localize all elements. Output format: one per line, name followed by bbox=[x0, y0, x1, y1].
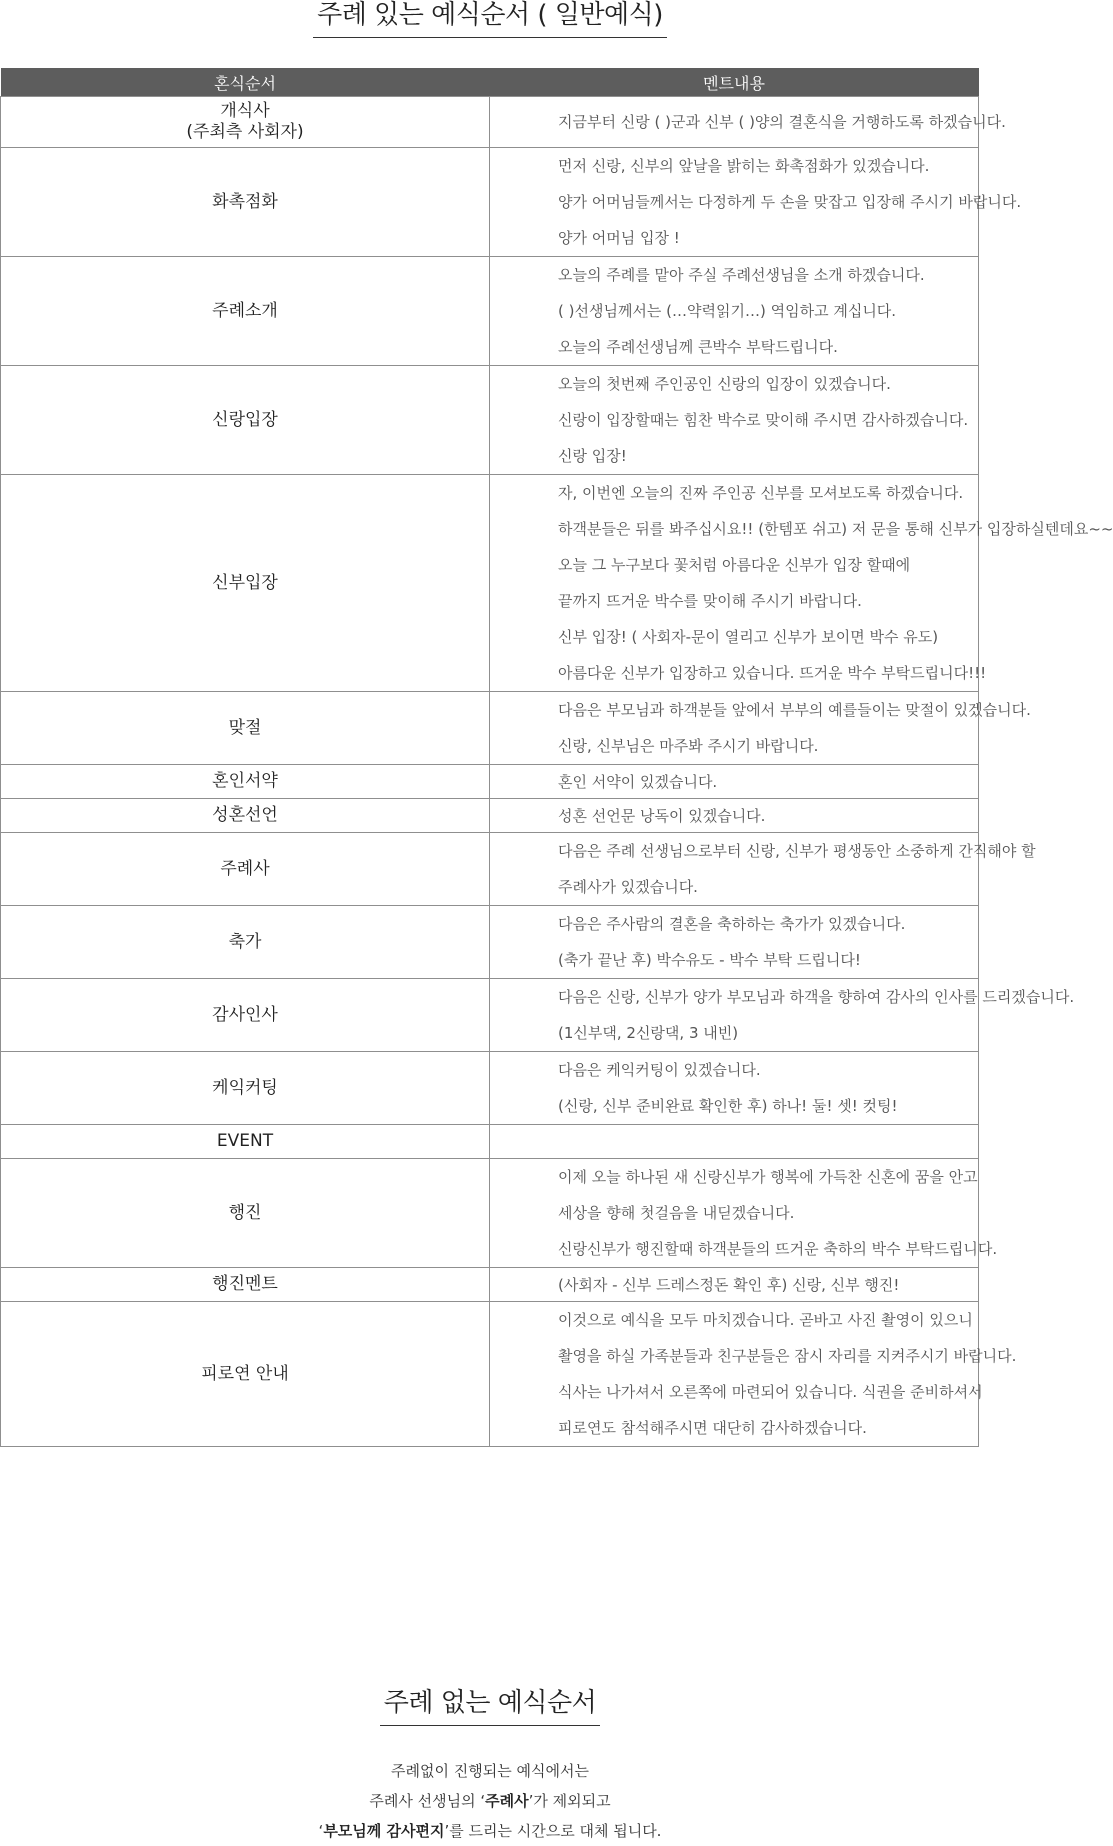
section-title: 주례 없는 예식순서 bbox=[380, 1682, 600, 1726]
header-ment-content: 멘트내용 bbox=[490, 68, 979, 97]
ceremony-step bbox=[1, 1268, 490, 1302]
ment-line: 오늘의 첫번째 주인공인 신랑의 입장이 있겠습니다. bbox=[558, 375, 891, 393]
table-row bbox=[1, 366, 979, 475]
ment-content bbox=[490, 799, 979, 833]
table-row bbox=[1, 1159, 979, 1268]
ceremony-step bbox=[1, 979, 490, 1052]
table-row bbox=[1, 906, 979, 979]
ment-line: 이제 오늘 하나된 새 신랑신부가 행복에 가득찬 신혼에 꿈을 안고 bbox=[558, 1168, 978, 1186]
ceremony-step-label: EVENT bbox=[216, 1131, 274, 1151]
note-text: ’를 드리는 시간으로 대체 됩니다. bbox=[444, 1822, 662, 1840]
ceremony-step-label: 성혼선언 bbox=[212, 805, 278, 825]
ment-line: 하객분들은 뒤를 봐주십시요!! (한템포 쉬고) 저 문을 통해 신부가 입장하실텐데요~~ bbox=[558, 520, 1113, 538]
ment-line: 이것으로 예식을 모두 마치겠습니다. 곧바고 사진 촬영이 있으니 bbox=[558, 1311, 973, 1329]
ceremony-step-label: 케익커팅 bbox=[212, 1077, 278, 1098]
ment-line: (신랑, 신부 준비완료 확인한 후) 하나! 둘! 셋! 컷팅! bbox=[558, 1097, 898, 1115]
ment-line: 피로연도 참석해주시면 대단히 감사하겠습니다. bbox=[558, 1419, 867, 1437]
ment-content bbox=[490, 366, 979, 475]
ment-content bbox=[490, 833, 1036, 906]
ceremony-step bbox=[1, 692, 490, 765]
ment-line: 주례사가 있겠습니다. bbox=[558, 878, 698, 896]
ment-content bbox=[490, 692, 1031, 765]
ceremony-step bbox=[1, 1159, 490, 1268]
ment-content bbox=[490, 1159, 998, 1268]
ment-content bbox=[490, 979, 1075, 1052]
ment-line: ( )선생님께서는 (…약력읽기…) 역임하고 계십니다. bbox=[558, 302, 897, 320]
table-header-row bbox=[1, 68, 979, 97]
note-line-3 bbox=[0, 1816, 980, 1846]
ment-content bbox=[490, 1125, 979, 1159]
ment-line: 지금부터 신랑 ( )군과 신부 ( )양의 결혼식을 거행하도록 하겠습니다. bbox=[558, 113, 1006, 131]
ment-line: 신랑 입장! bbox=[558, 447, 627, 465]
ceremony-step-label: 맞절 bbox=[228, 717, 262, 738]
ment-line: 끝까지 뜨거운 박수를 맞이해 주시기 바랍니다. bbox=[558, 592, 862, 610]
ment-line: 혼인 서약이 있겠습니다. bbox=[558, 772, 718, 791]
ceremony-step-label: (주최측 사회자) bbox=[186, 122, 304, 142]
ceremony-step bbox=[1, 257, 490, 366]
ceremony-step bbox=[1, 765, 490, 799]
table-row bbox=[1, 1052, 979, 1125]
ment-content bbox=[490, 148, 1022, 257]
header-ceremony-order: 혼식순서 bbox=[1, 68, 490, 97]
ment-line: 식사는 나가셔서 오른쪽에 마련되어 있습니다. 식권을 준비하셔서 bbox=[558, 1383, 983, 1401]
ment-content bbox=[490, 97, 1006, 148]
ceremony-order-table bbox=[0, 68, 1113, 1447]
ment-line: 다음은 신랑, 신부가 양가 부모님과 하객을 향하여 감사의 인사를 드리겠습니다. bbox=[558, 988, 1075, 1006]
ment-line: 오늘의 주례를 맡아 주실 주례선생님을 소개 하겠습니다. bbox=[558, 266, 925, 284]
ment-line: (축가 끝난 후) 박수유도 - 박수 부탁 드립니다! bbox=[558, 951, 861, 969]
ment-line: (사회자 - 신부 드레스정돈 확인 후) 신랑, 신부 행진! bbox=[558, 1275, 900, 1294]
ceremony-step bbox=[1, 833, 490, 906]
table-row bbox=[1, 765, 979, 799]
ceremony-step bbox=[1, 148, 490, 257]
ment-content bbox=[490, 1302, 1017, 1447]
ceremony-step bbox=[1, 97, 490, 148]
ceremony-step-label: 주례사 bbox=[220, 858, 270, 879]
note-line-1 bbox=[0, 1756, 980, 1786]
note-bold-text: 주례사 bbox=[485, 1792, 529, 1810]
note-text: 주례사 선생님의 ‘ bbox=[369, 1792, 486, 1810]
table-row bbox=[1, 979, 979, 1052]
ment-content bbox=[490, 765, 979, 799]
section-title-with-officiant bbox=[0, 0, 980, 38]
note-text: ’가 제외되고 bbox=[528, 1792, 611, 1810]
ceremony-step-label: 피로연 안내 bbox=[201, 1363, 289, 1384]
ment-line: 세상을 향해 첫걸음을 내딛겠습니다. bbox=[558, 1204, 795, 1222]
ment-line: 신랑이 입장할때는 힘찬 박수로 맞이해 주시면 감사하겠습니다. bbox=[558, 411, 969, 429]
ment-line: 먼저 신랑, 신부의 앞날을 밝히는 화촉점화가 있겠습니다. bbox=[558, 157, 930, 175]
ment-line: 신랑, 신부님은 마주봐 주시기 바랍니다. bbox=[558, 737, 819, 755]
table-body bbox=[1, 97, 1113, 1447]
ment-line: 양가 어머님 입장 ! bbox=[558, 229, 680, 247]
note-text: 주례없이 진행되는 예식에서는 bbox=[391, 1762, 589, 1780]
ment-line: 다음은 부모님과 하객분들 앞에서 부부의 예를들이는 맞절이 있겠습니다. bbox=[558, 701, 1031, 719]
ceremony-step-label: 혼인서약 bbox=[212, 771, 278, 791]
ceremony-step-label: 행진 bbox=[228, 1202, 262, 1223]
ceremony-step bbox=[1, 1052, 490, 1125]
ment-line: 다음은 주사람의 결혼을 축하하는 축가가 있겠습니다. bbox=[558, 915, 906, 933]
ment-line: (1신부댁, 2신랑댁, 3 내빈) bbox=[558, 1024, 739, 1042]
ceremony-step bbox=[1, 1302, 490, 1447]
ment-content bbox=[490, 906, 979, 979]
ceremony-step bbox=[1, 366, 490, 475]
ceremony-step-label: 화촉점화 bbox=[212, 191, 278, 212]
table-row bbox=[1, 833, 979, 906]
page-title: 주례 있는 예식순서 ( 일반예식) bbox=[313, 0, 667, 38]
section-title-without-officiant bbox=[0, 1682, 980, 1726]
ceremony-step-label: 축가 bbox=[228, 931, 262, 952]
ment-line: 오늘 그 누구보다 꽃처럼 아름다운 신부가 입장 할때에 bbox=[558, 556, 911, 574]
ceremony-step bbox=[1, 1125, 490, 1159]
table-row bbox=[1, 257, 979, 366]
ment-line: 성혼 선언문 낭독이 있겠습니다. bbox=[558, 806, 766, 825]
ceremony-step bbox=[1, 906, 490, 979]
ment-line: 신부 입장! ( 사회자-문이 열리고 신부가 보이면 박수 유도) bbox=[558, 628, 939, 646]
ceremony-step-label: 신부입장 bbox=[212, 572, 278, 593]
ment-content bbox=[490, 475, 1113, 692]
ceremony-step-label: 주례소개 bbox=[212, 300, 278, 321]
table-row bbox=[1, 799, 979, 833]
table-row bbox=[1, 692, 979, 765]
ment-content bbox=[490, 1268, 979, 1302]
note-text: ‘ bbox=[318, 1822, 324, 1840]
ceremony-step-label: 행진멘트 bbox=[212, 1274, 278, 1294]
table-row bbox=[1, 1302, 979, 1447]
ment-line: 다음은 주례 선생님으로부터 신랑, 신부가 평생동안 소중하게 간직해야 할 bbox=[558, 842, 1036, 860]
ceremony-step-label: 감사인사 bbox=[212, 1004, 278, 1025]
ment-line: 아름다운 신부가 입장하고 있습니다. 뜨거운 박수 부탁드립니다!!! bbox=[558, 664, 987, 682]
ment-line: 신랑신부가 행진할때 하객분들의 뜨거운 축하의 박수 부탁드립니다. bbox=[558, 1240, 998, 1258]
table-row bbox=[1, 148, 979, 257]
note-bold-text: 부모님께 감사편지 bbox=[323, 1822, 445, 1840]
ment-line: 오늘의 주례선생님께 큰박수 부탁드립니다. bbox=[558, 338, 838, 356]
ment-line: 촬영을 하실 가족분들과 친구분들은 잠시 자리를 지켜주시기 바랍니다. bbox=[558, 1347, 1017, 1365]
table-row bbox=[1, 1268, 979, 1302]
table-row bbox=[1, 97, 979, 148]
ment-line: 자, 이번엔 오늘의 진짜 주인공 신부를 모셔보도록 하겠습니다. bbox=[558, 484, 964, 502]
ceremony-step bbox=[1, 799, 490, 833]
ment-content bbox=[490, 1052, 979, 1125]
table-row bbox=[1, 1125, 979, 1159]
table-row bbox=[1, 475, 979, 692]
ment-line: 다음은 케익커팅이 있겠습니다. bbox=[558, 1061, 761, 1079]
ceremony-step-label: 신랑입장 bbox=[212, 409, 278, 430]
ment-content bbox=[490, 257, 979, 366]
ment-line: 양가 어머님들께서는 다정하게 두 손을 맞잡고 입장해 주시기 바랍니다. bbox=[558, 193, 1022, 211]
ceremony-step bbox=[1, 475, 490, 692]
note-line-2 bbox=[0, 1786, 980, 1816]
ceremony-step-label: 개식사 bbox=[220, 101, 270, 121]
